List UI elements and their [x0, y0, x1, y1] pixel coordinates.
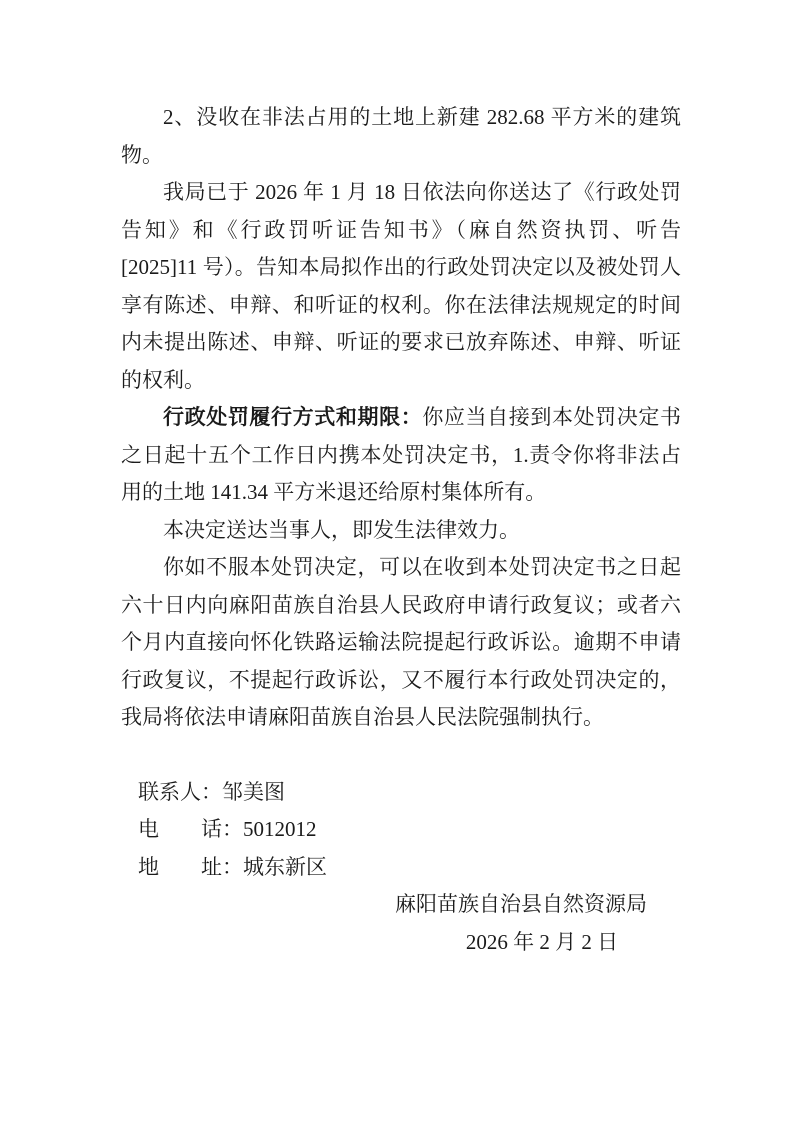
contact-person-label: 联系人：	[138, 779, 222, 804]
paragraph-text: 2、没收在非法占用的土地上新建 282.68 平方米的建筑物。	[121, 105, 681, 167]
paragraph-confiscation-item	[121, 99, 681, 174]
contact-phone-label: 电 话：	[138, 817, 243, 841]
paragraph-text: 你应当自接到本处罚决定书之日起十五个工作日内携本处罚决定书，1.责令你将非法占用的土地 141.34 平方米退还给原村集体所有。	[121, 405, 682, 504]
issue-date: 2026 年 2 月 2 日	[465, 929, 619, 954]
paragraph-appeal-rights	[121, 549, 681, 737]
paragraph-bold-lead: 行政处罚履行方式和期限：	[163, 405, 423, 429]
paragraph-legal-effect	[121, 512, 681, 550]
contact-address-label: 地 址：	[138, 854, 243, 879]
paragraph-text: 你如不服本处罚决定，可以在收到本处罚决定书之日起六十日内向麻阳苗族自治县人民政府申请行政复议；或者六个月内直接向怀化铁路运输法院提起行政诉讼。逾期不申请行政复议，不提起行政诉讼，又不履行本行政处罚决定的，我局将依法申请麻阳苗族自治县人民法院强制执行。	[121, 555, 681, 729]
contact-address-line	[138, 849, 681, 887]
paragraph-notification-history	[121, 174, 681, 399]
contact-address-value: 城东新区	[243, 854, 327, 879]
paragraph-text: 本决定送达当事人，即发生法律效力。	[163, 517, 520, 542]
contact-person-value: 邹美图	[222, 779, 285, 804]
document-body	[121, 99, 681, 961]
contact-phone-line	[138, 811, 681, 849]
paragraph-text: 我局已于 2026 年 1 月 18 日依法向你送达了《行政处罚告知》和《行政罚听证告知书》（麻自然资执罚、听告[2025]11 号）。告知本局拟作出的行政处罚决定以及被处罚人享有陈述、申辩、和听证的权利。你在法律法规规定的时间内未提出陈述、申辩、听证的要求已放弃陈述、申辩、听证的权利。	[121, 180, 681, 392]
issuing-agency: 麻阳苗族自治县自然资源局	[395, 892, 647, 916]
contact-block	[121, 774, 681, 887]
contact-person-line	[138, 774, 681, 812]
contact-phone-value: 5012012	[243, 817, 317, 841]
signature-block	[395, 886, 647, 961]
paragraph-penalty-execution	[121, 399, 681, 512]
